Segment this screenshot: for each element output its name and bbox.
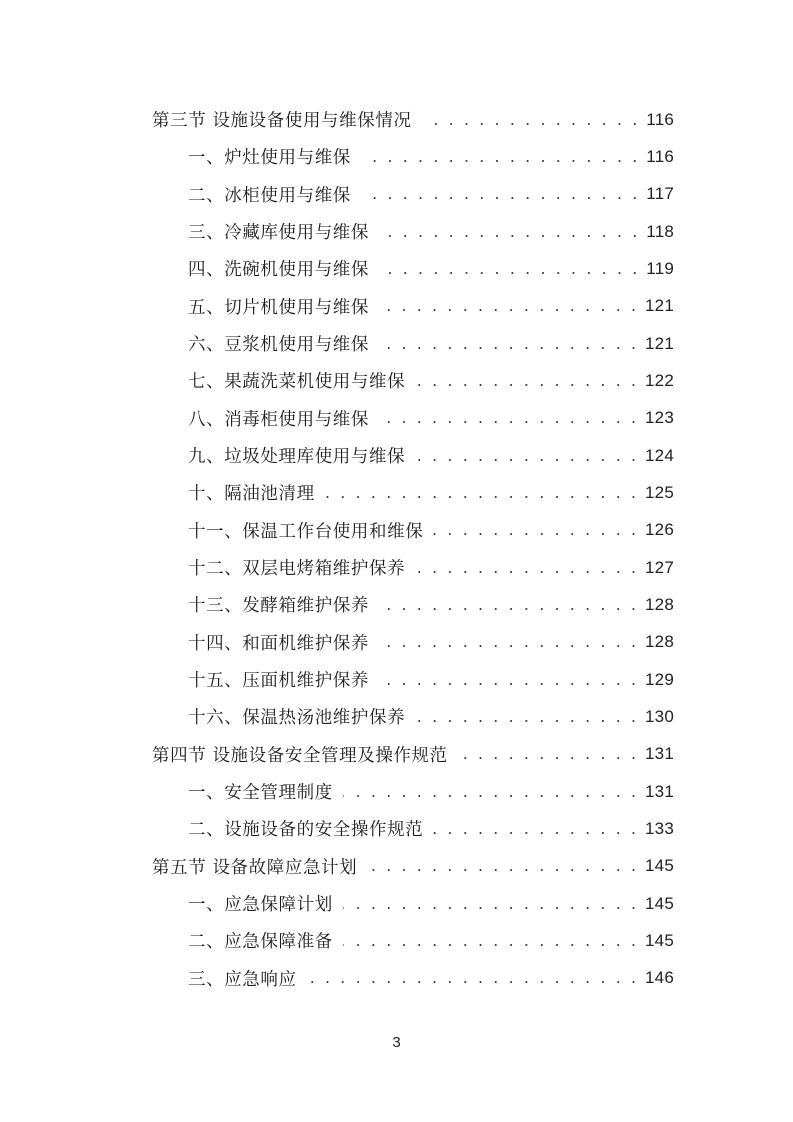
toc-entry-page-number: 117: [646, 184, 674, 204]
toc-subsection-entry[interactable]: [152, 512, 674, 549]
toc-dot-leader: [379, 670, 639, 690]
toc-entry-page-number: 121: [645, 333, 674, 353]
toc-subsection-entry[interactable]: [152, 138, 674, 175]
toc-entry-title: 二、冰柜使用与维保: [188, 185, 351, 206]
toc-subsection-entry[interactable]: [152, 698, 674, 735]
toc-entry-title: 第五节 设备故障应急计划: [152, 857, 358, 878]
toc-subsection-entry[interactable]: [152, 922, 674, 959]
toc-dot-leader: [343, 931, 639, 951]
toc-dot-leader: [361, 184, 640, 204]
toc-subsection-entry[interactable]: [152, 474, 674, 511]
toc-subsection-entry[interactable]: [152, 661, 674, 698]
toc-dot-leader: [415, 707, 639, 727]
toc-subsection-entry[interactable]: [152, 250, 674, 287]
toc-entry-page-number: 118: [646, 221, 674, 241]
toc-entry-title: 十三、发酵箱维护保养: [188, 596, 369, 617]
toc-subsection-entry[interactable]: [152, 624, 674, 661]
toc-entry-page-number: 116: [646, 109, 674, 129]
toc-dot-leader: [379, 595, 639, 615]
toc-subsection-entry[interactable]: [152, 885, 674, 922]
toc-subsection-entry[interactable]: [152, 437, 674, 474]
toc-entry-title: 一、炉灶使用与维保: [188, 148, 351, 169]
toc-subsection-entry[interactable]: [152, 176, 674, 213]
toc-subsection-entry[interactable]: [152, 213, 674, 250]
toc-entry-title: 十二、双层电烤箱维护保养: [188, 559, 406, 580]
toc-dot-leader: [325, 483, 639, 503]
toc-dot-leader: [343, 894, 639, 914]
toc-entry-title: 二、设施设备的安全操作规范: [188, 820, 424, 841]
toc-dot-leader: [343, 782, 639, 802]
toc-entry-title: 第四节 设施设备安全管理及操作规范: [152, 745, 448, 766]
toc-section-entry[interactable]: [152, 101, 674, 138]
toc-subsection-entry[interactable]: [152, 810, 674, 847]
toc-entry-title: 十、隔油池清理: [188, 484, 315, 505]
toc-dot-leader: [379, 222, 640, 242]
toc-entry-page-number: 128: [645, 594, 674, 614]
toc-entry-page-number: 131: [645, 781, 674, 801]
toc-dot-leader: [307, 968, 639, 988]
toc-section-entry[interactable]: [152, 736, 674, 773]
toc-entry-page-number: 125: [645, 482, 674, 502]
toc-dot-leader: [422, 110, 641, 130]
toc-subsection-entry[interactable]: [152, 362, 674, 399]
toc-entry-page-number: 122: [645, 370, 674, 390]
toc-subsection-entry[interactable]: [152, 586, 674, 623]
toc-entry-title: 十六、保温热汤池维护保养: [188, 708, 406, 729]
toc-entry-title: 三、应急响应: [188, 969, 297, 990]
toc-dot-leader: [433, 819, 639, 839]
toc-dot-leader: [379, 632, 639, 652]
toc-subsection-entry[interactable]: [152, 400, 674, 437]
toc-entry-page-number: 145: [645, 856, 674, 876]
table-of-contents: [152, 101, 674, 997]
toc-entry-title: 六、豆浆机使用与维保: [188, 335, 369, 356]
toc-entry-title: 八、消毒柜使用与维保: [188, 409, 369, 430]
toc-entry-title: 二、应急保障准备: [188, 932, 333, 953]
toc-entry-page-number: 130: [645, 706, 674, 726]
toc-entry-page-number: 121: [645, 296, 674, 316]
toc-entry-title: 七、果蔬洗菜机使用与维保: [188, 372, 406, 393]
toc-entry-page-number: 131: [645, 744, 674, 764]
toc-dot-leader: [415, 371, 639, 391]
toc-dot-leader: [361, 147, 640, 167]
toc-dot-leader: [433, 520, 639, 540]
toc-dot-leader: [379, 334, 639, 354]
toc-entry-page-number: 128: [645, 632, 674, 652]
toc-dot-leader: [379, 408, 639, 428]
toc-entry-page-number: 127: [645, 557, 674, 577]
page-number: 3: [392, 1034, 401, 1051]
toc-entry-title: 五、切片机使用与维保: [188, 297, 369, 318]
toc-entry-title: 一、应急保障计划: [188, 895, 333, 916]
toc-entry-page-number: 145: [645, 893, 674, 913]
toc-entry-title: 第三节 设施设备使用与维保情况: [152, 111, 412, 132]
toc-dot-leader: [367, 856, 639, 876]
toc-entry-title: 一、安全管理制度: [188, 783, 333, 804]
toc-dot-leader: [415, 446, 639, 466]
toc-entry-page-number: 119: [646, 258, 674, 278]
toc-dot-leader: [415, 558, 639, 578]
toc-subsection-entry[interactable]: [152, 325, 674, 362]
toc-subsection-entry[interactable]: [152, 960, 674, 997]
toc-entry-title: 十五、压面机维护保养: [188, 671, 369, 692]
toc-subsection-entry[interactable]: [152, 288, 674, 325]
toc-entry-title: 十四、和面机维护保养: [188, 633, 369, 654]
toc-subsection-entry[interactable]: [152, 549, 674, 586]
toc-entry-page-number: 124: [645, 445, 674, 465]
toc-entry-page-number: 146: [645, 968, 674, 988]
toc-entry-page-number: 129: [645, 669, 674, 689]
toc-entry-page-number: 116: [646, 146, 674, 166]
toc-dot-leader: [458, 744, 639, 764]
toc-entry-page-number: 123: [645, 408, 674, 428]
toc-subsection-entry[interactable]: [152, 773, 674, 810]
toc-entry-page-number: 133: [645, 818, 674, 838]
toc-entry-page-number: 126: [645, 520, 674, 540]
toc-dot-leader: [379, 259, 640, 279]
toc-dot-leader: [379, 296, 639, 316]
toc-entry-page-number: 145: [645, 930, 674, 950]
toc-entry-title: 九、垃圾处理库使用与维保: [188, 447, 406, 468]
toc-section-entry[interactable]: [152, 848, 674, 885]
toc-entry-title: 三、冷藏库使用与维保: [188, 223, 369, 244]
toc-entry-title: 十一、保温工作台使用和维保: [188, 521, 424, 542]
toc-entry-title: 四、洗碗机使用与维保: [188, 260, 369, 281]
